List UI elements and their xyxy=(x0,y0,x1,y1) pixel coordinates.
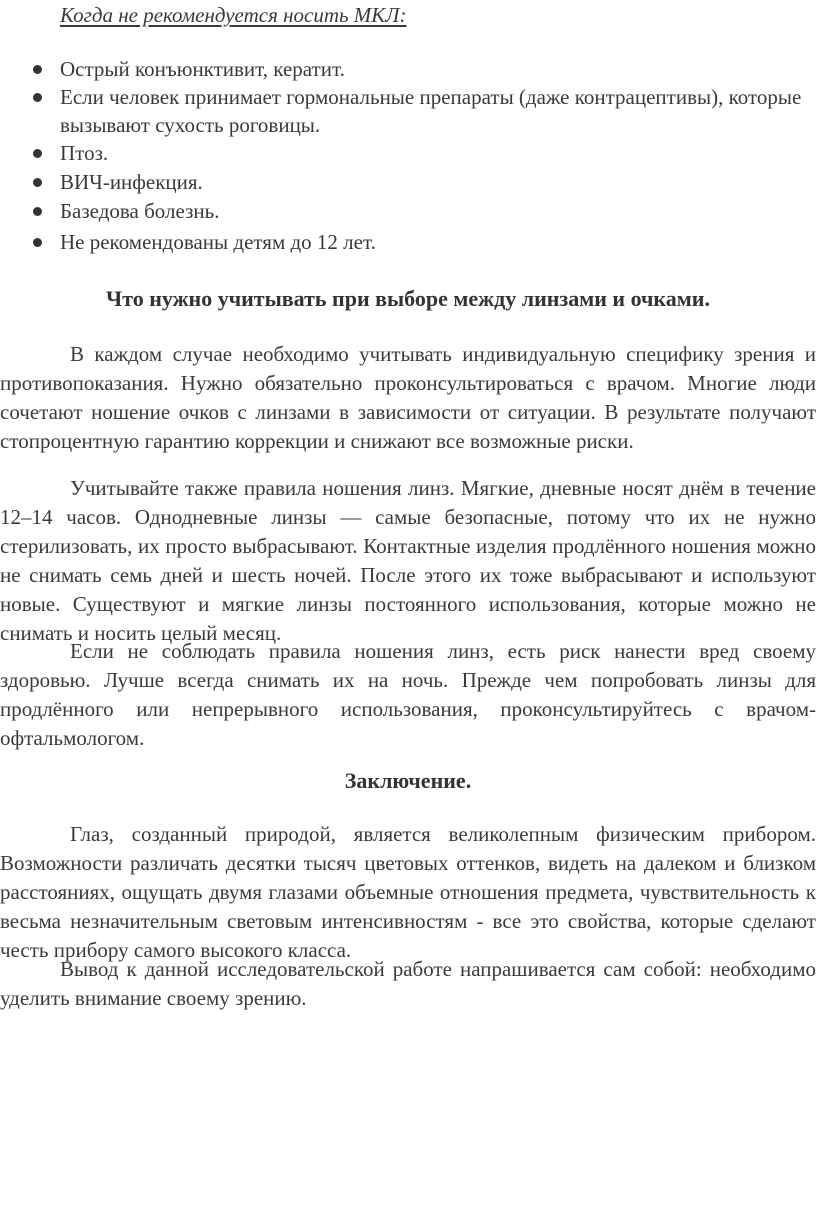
list-item xyxy=(60,55,812,83)
list-item xyxy=(60,197,812,225)
choice-paragraph-2: Учитывайте также правила ношения линз. Мягкие, дневные носят днём в течение 12–14 часов. Однодневные линзы — самые безопасные, потому что их не нужно стерилизовать, их просто выбрасывают. Контактные изделия продлённого ношения можно не снимать семь дней и шесть ночей. После этого их тоже выбрасывают и используют новые. Существуют и мягкие линзы постоянного использования, которые можно не снимать и носить целый месяц. xyxy=(0,476,816,646)
contraindications-heading: Когда не рекомендуется носить МКЛ: xyxy=(60,3,407,27)
conclusion-title: Заключение. xyxy=(344,768,472,793)
bullet-icon xyxy=(33,207,42,216)
list-item-text: Не рекомендованы детям до 12 лет. xyxy=(60,230,376,254)
list-item xyxy=(60,139,812,167)
list-item xyxy=(60,83,812,139)
list-item-text: ВИЧ-инфекция. xyxy=(60,170,203,194)
choice-paragraph-1: В каждом случае необходимо учитывать индивидуальную специфику зрения и противопоказания. Нужно обязательно проконсультироваться с врачом. Многие люди сочетают ношение очков с линзами в зависимости от ситуации. В результате получают стопроцентную гарантию коррекции и снижают все возможные риски. xyxy=(0,342,816,454)
list-item-text: Если человек принимает гормональные препараты (даже контрацептивы), которые вызывают сухость роговицы. xyxy=(60,85,802,137)
list-item xyxy=(60,168,812,196)
list-item-text: Базедова болезнь. xyxy=(60,199,220,223)
bullet-icon xyxy=(33,65,42,74)
bullet-icon xyxy=(33,149,42,158)
list-item-text: Птоз. xyxy=(60,141,109,165)
conclusion-paragraph-1: Глаз, созданный природой, является великолепным физическим прибором. Возможности различать десятки тысяч цветовых оттенков, видеть на далеком и близком расстояниях, ощущать двумя глазами объемные отношения предмета, чувствительность к весьма незначительным световым интенсивностям - все это свойства, которые сделают честь прибору самого высокого класса. xyxy=(0,822,816,963)
list-item xyxy=(60,228,812,256)
conclusion-paragraph-2: Вывод к данной исследовательской работе напрашивается сам собой: необходимо уделить внимание своему зрению. xyxy=(0,957,816,1011)
bullet-icon xyxy=(33,238,42,247)
bullet-icon xyxy=(33,178,42,187)
bullet-icon xyxy=(33,93,42,102)
choice-paragraph-3: Если не соблюдать правила ношения линз, есть риск нанести вред своему здоровью. Лучше всегда снимать их на ночь. Прежде чем попробовать линзы для продлённого или непрерывного использования, проконсультируйтесь с врачом-офтальмологом. xyxy=(0,639,816,751)
choice-section-title: Что нужно учитывать при выборе между линзами и очками. xyxy=(106,286,710,311)
list-item-text: Острый конъюнктивит, кератит. xyxy=(60,57,345,81)
